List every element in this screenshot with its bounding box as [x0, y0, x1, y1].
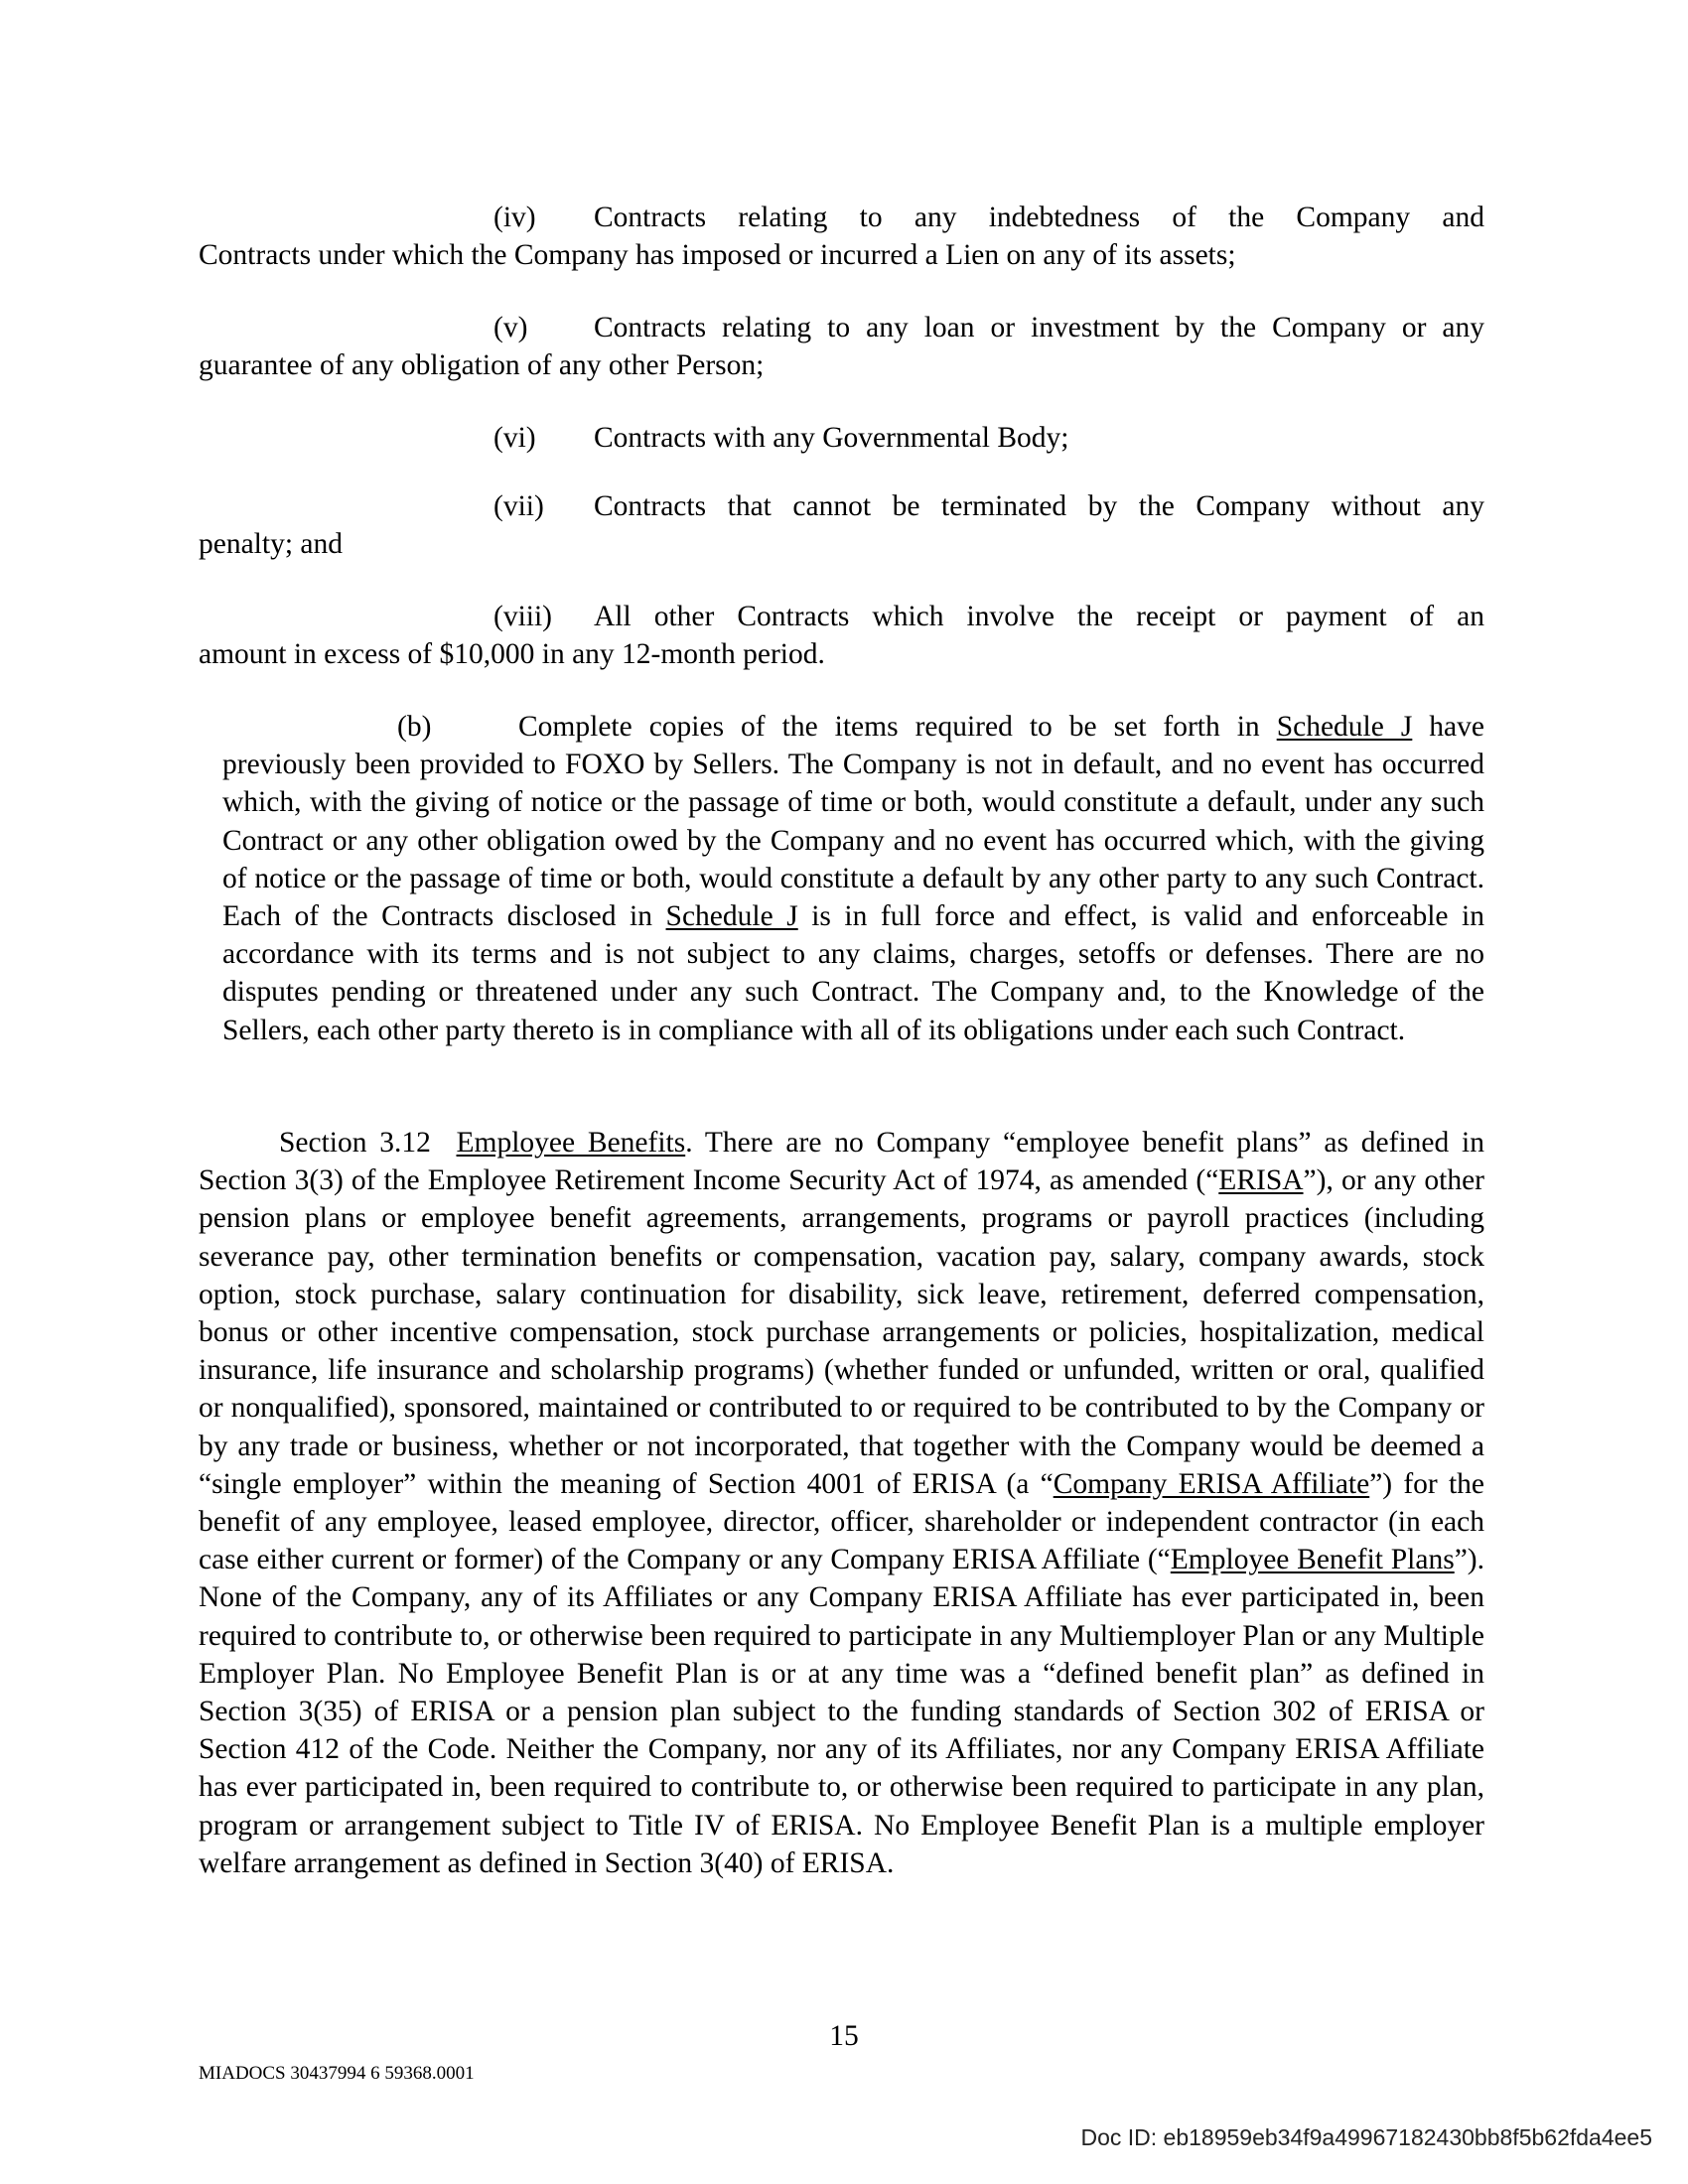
- list-item: [199, 199, 1484, 274]
- section-text: . There are no Company “employee benefit plans” as defined in Section 3(3) of the Employee Retirement Income Security Act of 1974, as amended (“: [199, 1127, 1484, 1197]
- schedule-j-reference: Schedule J: [1276, 711, 1413, 743]
- paragraph-b-text: Complete copies of the items required to be set forth in: [518, 711, 1277, 743]
- item-number: (vii): [493, 490, 544, 522]
- item-text: Contracts relating to any indebtedness of the Company and: [594, 202, 1484, 233]
- item-text: Contracts with any Governmental Body;: [594, 422, 1069, 454]
- item-continuation: guarantee of any obligation of any other Person;: [199, 349, 765, 382]
- section-text: ”), or any other pension plans or employee benefit agreements, arrangements, programs or payroll practices (including severance pay, other termination benefits or compensation, vacation pay, salary, company awards, stock option, stock purchase, salary continuation for disability, sick leave, retirement, deferred compensation, bonus or other incentive compensation, stock purchase arrangements or policies, hospitalization, medical insurance, life insurance and scholarship programs) (whether funded or unfunded, written or oral, qualified or nonqualified), sponsored, maintained or contributed to or required to be contributed to by the Company or by any trade or business, whether or not incorporated, that together with the Company would be deemed a “single employer” within the meaning of Section 4001 of ERISA (a “: [199, 1164, 1485, 1500]
- list-item: [199, 598, 1484, 673]
- item-number: (iv): [493, 202, 536, 233]
- item-continuation: Contracts under which the Company has imposed or incurred a Lien on any of its assets;: [199, 239, 1236, 272]
- paragraph-b-text: have previously been provided to FOXO by Sellers. The Company is not in default, and no event has occurred which, with the giving of notice or the passage of time or both, would constitute a default, under any such Contract or any other obligation owed by the Company and no event has occurred which, with the giving of notice or the passage of time or both, would constitute a default by any other party to any such Contract. Each of the Contracts disclosed in: [222, 711, 1484, 933]
- page-number: 15: [829, 2020, 859, 2052]
- section-text: ”). None of the Company, any of its Affiliates or any Company ERISA Affiliate has ever participated in, been required to contribute to, or otherwise been required to participate in any Multiemployer Plan or any Multiple Employer Plan. No Employee Benefit Plan is or at any time was a “defined benefit plan” as defined in Section 3(35) of ERISA or a pension plan subject to the funding standards of Section 302 of ERISA or Section 412 of the Code. Neither the Company, nor any of its Affiliates, nor any Company ERISA Affiliate has ever participated in, been required to contribute to, or otherwise been required to participate in any plan, program or arrangement subject to Title IV of ERISA. No Employee Benefit Plan is a multiple employer welfare arrangement as defined in Section 3(40) of ERISA.: [199, 1544, 1484, 1879]
- document-reference: MIADOCS 30437994 6 59368.0001: [199, 2063, 475, 2084]
- schedule-j-reference: Schedule J: [665, 900, 798, 933]
- doc-id-stamp: Doc ID: eb18959eb34f9a49967182430bb8f5b62fda4ee5: [1080, 2124, 1652, 2150]
- defined-term-employee-benefit-plans: Employee Benefit Plans: [1170, 1544, 1455, 1576]
- list-item: [199, 487, 1484, 563]
- item-number: (v): [493, 312, 528, 343]
- defined-term-erisa: ERISA: [1218, 1164, 1304, 1197]
- paragraph-b: [222, 708, 1484, 1049]
- section-heading: Employee Benefits: [456, 1127, 686, 1159]
- defined-term-company-erisa-affiliate: Company ERISA Affiliate: [1053, 1467, 1370, 1500]
- section-3-12: [199, 1124, 1484, 1882]
- item-number: (viii): [493, 601, 552, 632]
- list-item: [199, 309, 1484, 384]
- list-item: [199, 419, 1484, 457]
- section-number: Section 3.12: [279, 1127, 431, 1159]
- item-text: Contracts relating to any loan or investment by the Company or any: [594, 312, 1484, 343]
- item-continuation: penalty; and: [199, 528, 343, 561]
- item-number: (vi): [493, 422, 536, 454]
- paragraph-b-text: is in full force and effect, is valid and enforceable in accordance with its terms and is not subject to any claims, charges, setoffs or defenses. There are no disputes pending or threatened under any such Contract. The Company and, to the Knowledge of the Sellers, each other party thereto is in compliance with all of its obligations under each such Contract.: [222, 900, 1485, 1046]
- item-text: Contracts that cannot be terminated by the Company without any: [594, 490, 1484, 522]
- item-text: All other Contracts which involve the receipt or payment of an: [594, 601, 1484, 632]
- item-continuation: amount in excess of $10,000 in any 12-month period.: [199, 638, 825, 671]
- paragraph-b-number: (b): [397, 711, 432, 743]
- section-text: ”) for the benefit of any employee, leased employee, director, officer, shareholder or independent contractor (in each case either current or former) of the Company or any Company ERISA Affiliate (“: [199, 1467, 1484, 1576]
